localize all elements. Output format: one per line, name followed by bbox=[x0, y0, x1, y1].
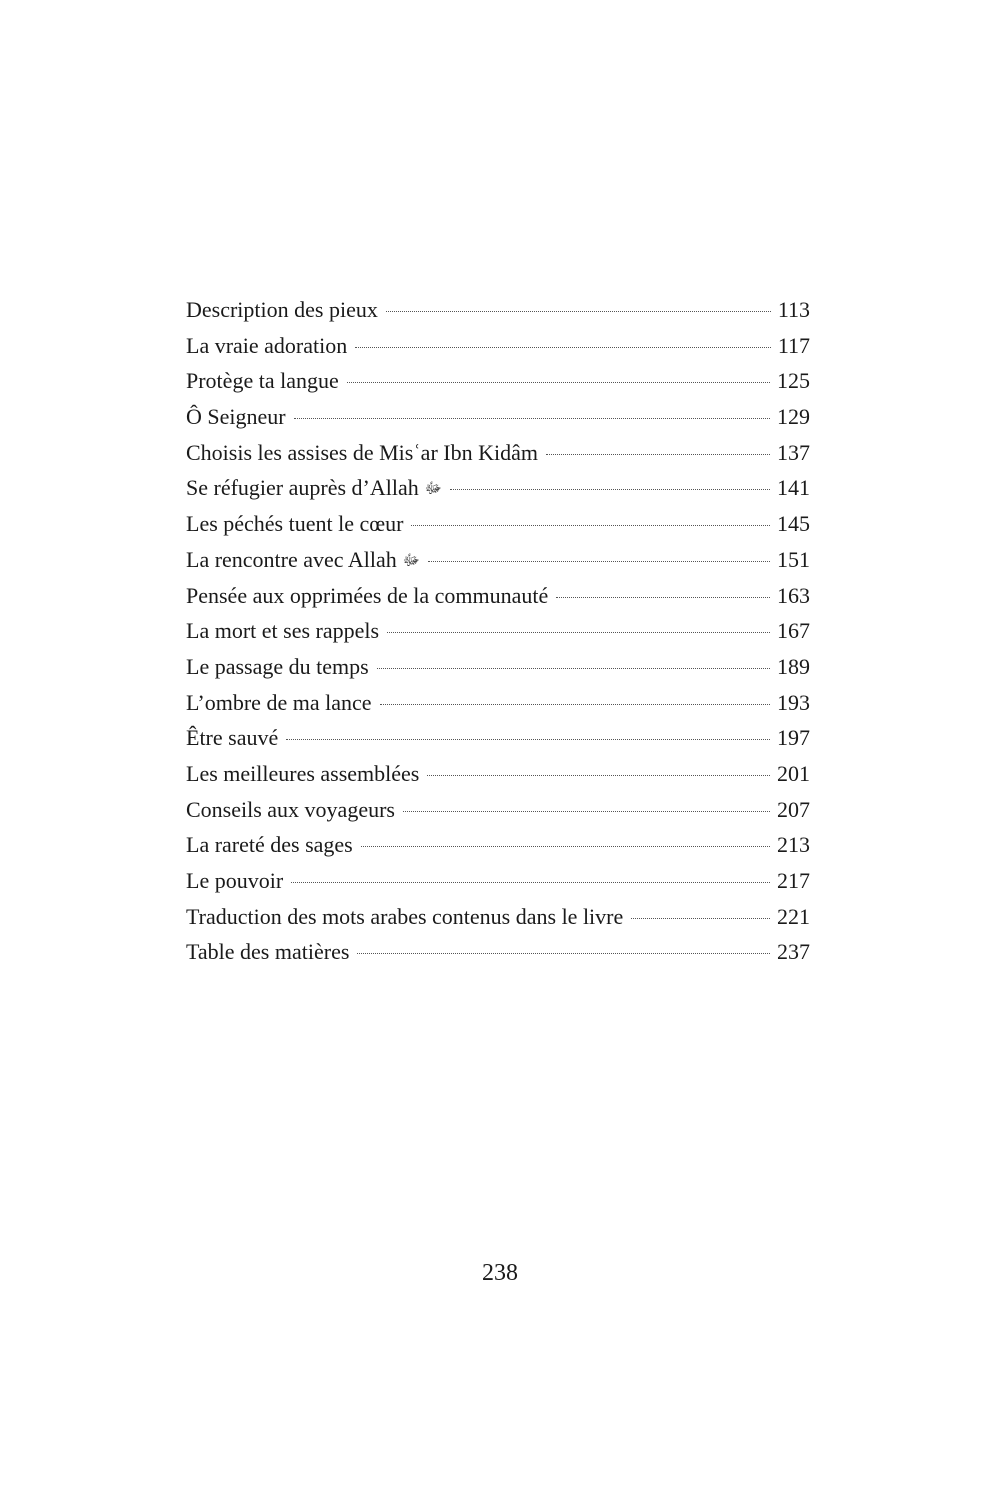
toc-entry bbox=[186, 649, 810, 685]
dot-leader bbox=[357, 953, 770, 954]
dot-leader bbox=[403, 811, 770, 812]
toc-entry bbox=[186, 328, 810, 364]
dot-leader bbox=[411, 525, 770, 526]
toc-entry bbox=[186, 363, 810, 399]
dot-leader bbox=[428, 561, 770, 562]
toc-entry bbox=[186, 613, 810, 649]
page-number: 238 bbox=[482, 1260, 518, 1286]
toc-entry-title: Pensée aux opprimées de la communauté bbox=[186, 582, 549, 608]
toc-entry-title bbox=[186, 542, 420, 580]
toc-entry-title: Les meilleures assemblées bbox=[186, 760, 420, 786]
toc-entry bbox=[186, 863, 810, 899]
toc-entry-page: 125 bbox=[777, 368, 810, 394]
toc-entry bbox=[186, 292, 810, 328]
honorific-glyph-icon: ﷻ bbox=[402, 552, 420, 569]
toc-entry-page: 145 bbox=[777, 511, 810, 537]
toc-entry-title: Être sauvé bbox=[186, 725, 279, 751]
toc-entry bbox=[186, 399, 810, 435]
toc-entry bbox=[186, 506, 810, 542]
toc-entry-title: La rareté des sages bbox=[186, 832, 353, 858]
toc-entry bbox=[186, 578, 810, 614]
toc-entry-title: Le pouvoir bbox=[186, 868, 284, 893]
toc-entry-page: 167 bbox=[777, 618, 810, 644]
toc-entry-title: Protège ta langue bbox=[186, 368, 339, 394]
toc-entry-title bbox=[186, 470, 442, 508]
dot-leader bbox=[387, 632, 770, 633]
dot-leader bbox=[556, 597, 770, 598]
toc-entry bbox=[186, 934, 810, 970]
dot-leader bbox=[361, 846, 770, 847]
toc-entry bbox=[186, 435, 810, 471]
dot-leader bbox=[355, 347, 771, 348]
dot-leader bbox=[347, 382, 770, 383]
toc-entry-page: 193 bbox=[777, 689, 810, 715]
toc-entry-page: 221 bbox=[777, 903, 810, 929]
toc-entry-title: Traduction des mots arabes contenus dans le livre bbox=[186, 903, 624, 929]
toc-entry-title: Choisis les assises de Misʿar Ibn Kidâm bbox=[186, 439, 538, 465]
toc-entry bbox=[186, 792, 810, 828]
toc-entry-page: 163 bbox=[777, 582, 810, 608]
toc-entry-page: 237 bbox=[777, 939, 810, 965]
toc-entry-title: Table des matières bbox=[186, 939, 350, 965]
toc-entry-title: La vraie adoration bbox=[186, 332, 348, 358]
toc-entry-page: 213 bbox=[777, 832, 810, 858]
toc-entry-title-text: La rencontre avec Allah bbox=[186, 546, 397, 572]
toc-entry-title: Ô Seigneur bbox=[186, 404, 286, 430]
dot-leader bbox=[380, 704, 771, 705]
toc-entry-title: Conseils aux voyageurs bbox=[186, 796, 395, 822]
toc-entry bbox=[186, 542, 810, 578]
table-of-contents bbox=[186, 292, 810, 970]
toc-entry-page: 141 bbox=[777, 475, 810, 501]
dot-leader bbox=[546, 454, 770, 455]
toc-entry-page: 113 bbox=[777, 297, 810, 322]
toc-entry-page: 137 bbox=[777, 439, 810, 465]
toc-entry bbox=[186, 827, 810, 863]
dot-leader bbox=[291, 882, 770, 883]
toc-entry-page: 217 bbox=[777, 868, 810, 893]
toc-entry bbox=[186, 685, 810, 721]
dot-leader bbox=[631, 918, 770, 919]
toc-entry-page: 151 bbox=[777, 546, 810, 572]
honorific-glyph-icon: ﷻ bbox=[424, 481, 442, 498]
toc-entry-title: Le passage du temps bbox=[186, 653, 369, 679]
toc-entry bbox=[186, 756, 810, 792]
toc-entry-title: Description des pieux bbox=[186, 297, 378, 322]
toc-entry-title: La mort et ses rappels bbox=[186, 618, 380, 644]
toc-entry-page: 129 bbox=[777, 404, 810, 430]
dot-leader bbox=[427, 775, 770, 776]
toc-entry-page: 197 bbox=[777, 725, 810, 751]
toc-entry-page: 117 bbox=[777, 332, 810, 358]
toc-entry-page: 189 bbox=[777, 653, 810, 679]
dot-leader bbox=[377, 668, 770, 669]
toc-entry bbox=[186, 720, 810, 756]
toc-entry-title-text: Se réfugier auprès d’Allah bbox=[186, 475, 419, 501]
dot-leader bbox=[294, 418, 770, 419]
toc-entry bbox=[186, 470, 810, 506]
toc-entry-page: 201 bbox=[777, 760, 810, 786]
dot-leader bbox=[386, 311, 771, 312]
toc-entry-title: L’ombre de ma lance bbox=[186, 689, 372, 715]
toc-entry-title: Les péchés tuent le cœur bbox=[186, 511, 404, 537]
dot-leader bbox=[450, 489, 770, 490]
toc-entry bbox=[186, 899, 810, 935]
dot-leader bbox=[286, 739, 770, 740]
toc-entry-page: 207 bbox=[777, 796, 810, 822]
